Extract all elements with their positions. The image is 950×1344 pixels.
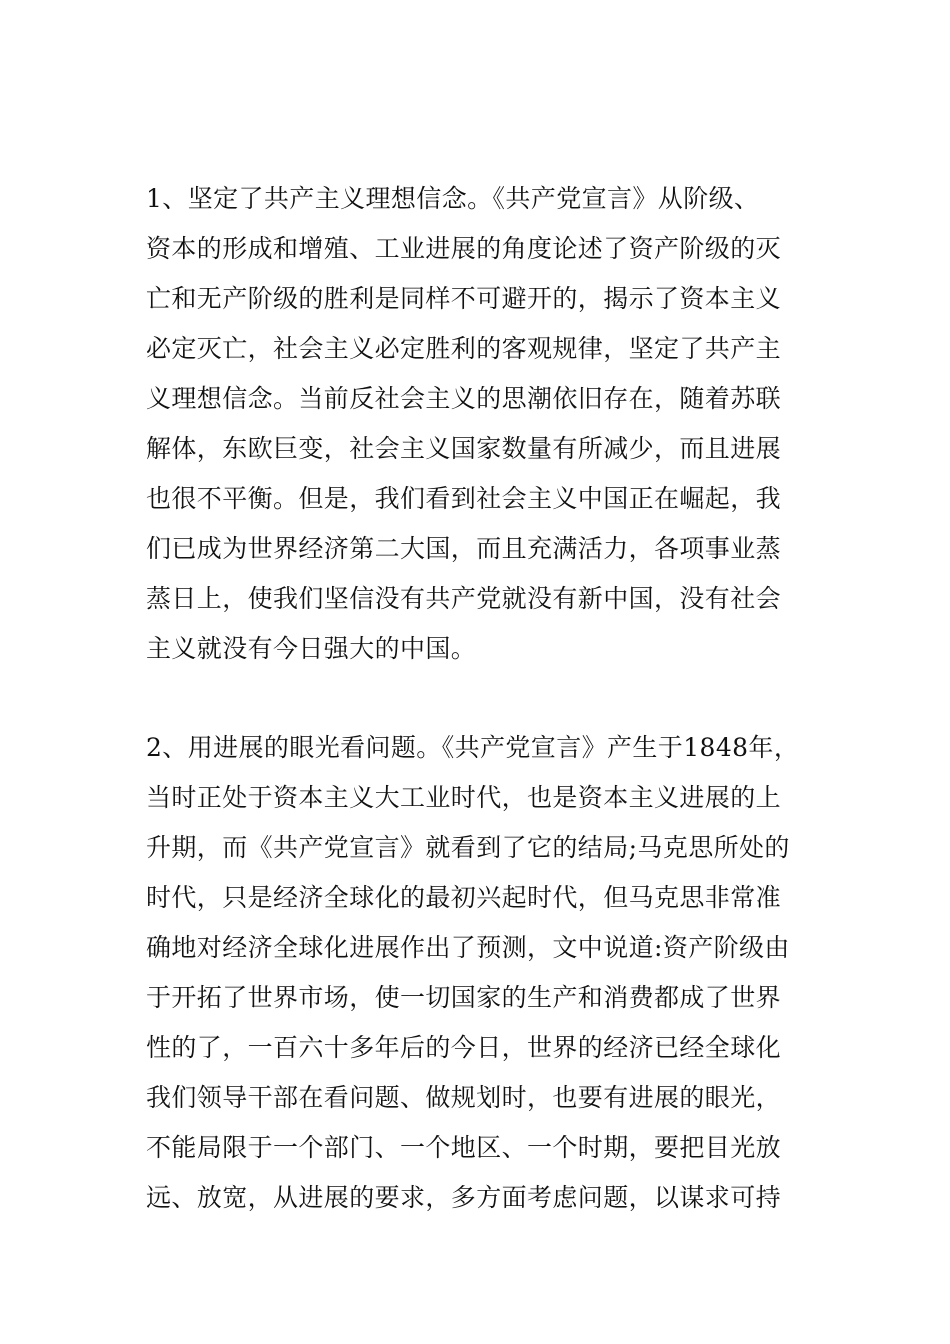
- text-line: 不能局限于一个部门、一个地区、一个时期，要把目光放: [146, 1133, 782, 1162]
- text-line: 当时正处于资本主义大工业时代，也是资本主义进展的上: [146, 783, 782, 812]
- text-line: 时代，只是经济全球化的最初兴起时代，但马克思非常准: [146, 883, 782, 912]
- text-line: 们已成为世界经济第二大国，而且充满活力，各项事业蒸: [146, 534, 782, 563]
- text-line: 蒸日上，使我们坚信没有共产党就没有新中国，没有社会: [146, 584, 782, 613]
- text-line: 于开拓了世界市场，使一切国家的生产和消费都成了世界: [146, 983, 782, 1012]
- paragraph-2: [146, 723, 826, 1223]
- text-line: 义理想信念。当前反社会主义的思潮依旧存在，随着苏联: [146, 384, 782, 413]
- text-line: 1、坚定了共产主义理想信念。《共产党宣言》从阶级、: [146, 184, 760, 213]
- text-line: 升期，而《共产党宣言》就看到了它的结局;马克思所处的: [146, 833, 790, 862]
- text-line: 解体，东欧巨变，社会主义国家数量有所减少，而且进展: [146, 434, 782, 463]
- text-line: 确地对经济全球化进展作出了预测，文中说道:资产阶级由: [146, 933, 790, 962]
- text-line: 性的了，一百六十多年后的今日，世界的经济已经全球化: [146, 1033, 782, 1062]
- text-line: 我们领导干部在看问题、做规划时，也要有进展的眼光，: [146, 1083, 782, 1112]
- text-line: 远、放宽，从进展的要求，多方面考虑问题，以谋求可持: [146, 1183, 782, 1212]
- text-line: 也很不平衡。但是，我们看到社会主义中国正在崛起，我: [146, 484, 782, 513]
- text-line: 主义就没有今日强大的中国。: [146, 634, 477, 663]
- text-line: 资本的形成和增殖、工业进展的角度论述了资产阶级的灭: [146, 234, 782, 263]
- text-line: 亡和无产阶级的胜利是同样不可避开的，揭示了资本主义: [146, 284, 782, 313]
- paragraph-1: [146, 174, 826, 674]
- text-line: 2、用进展的眼光看问题。《共产党宣言》产生于1848年，: [146, 733, 800, 762]
- text-line: 必定灭亡，社会主义必定胜利的客观规律，坚定了共产主: [146, 334, 782, 363]
